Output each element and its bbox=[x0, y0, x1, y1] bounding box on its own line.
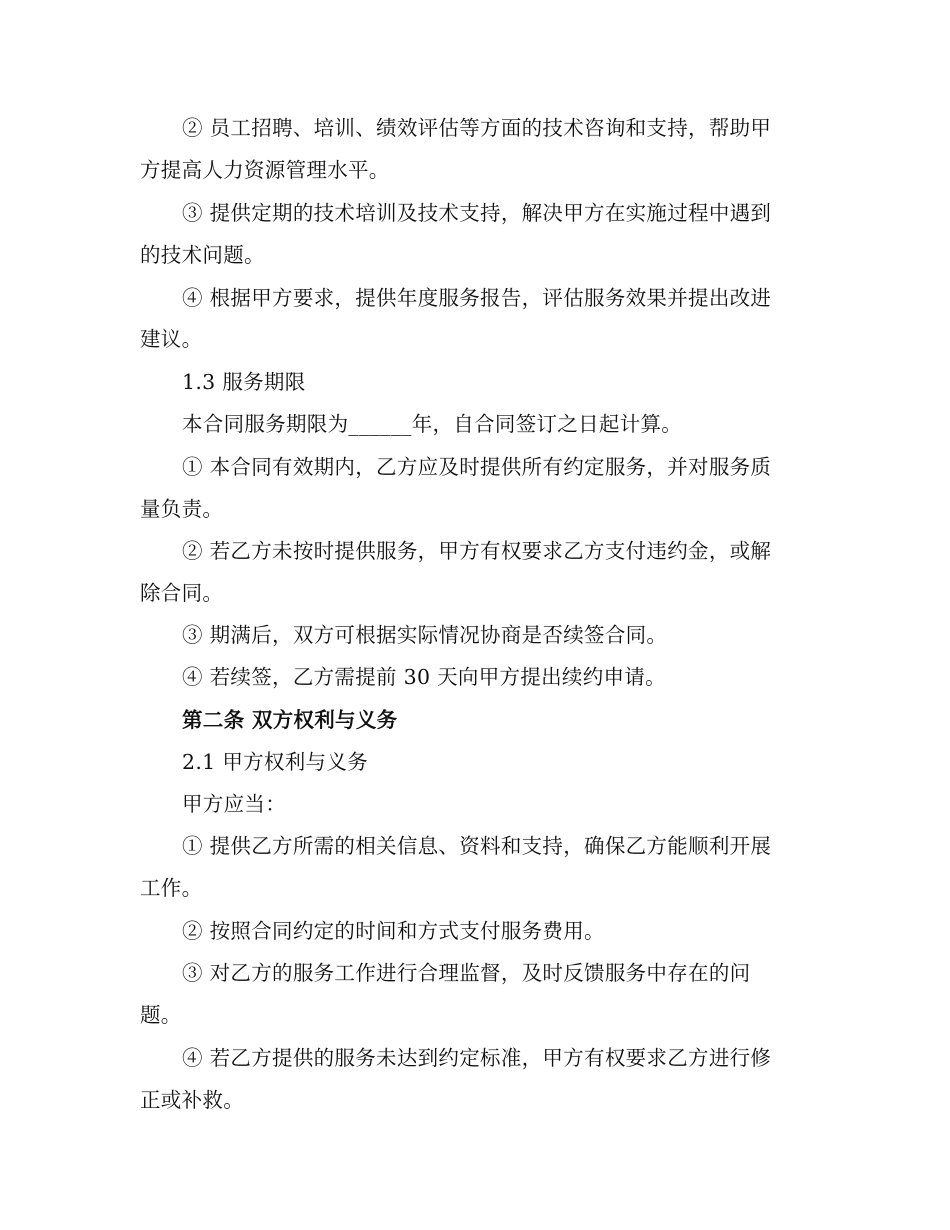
paragraph-line: 方提高人力资源管理水平。 bbox=[140, 158, 390, 182]
paragraph-line: 本合同服务期限为______年，自合同签订之日起计算。 bbox=[182, 412, 683, 436]
paragraph-line: ② 按照合同约定的时间和方式支付服务费用。 bbox=[182, 919, 605, 943]
paragraph-line: 建议。 bbox=[140, 327, 203, 351]
paragraph-line: ④ 若续签，乙方需提前 30 天向甲方提出续约申请。 bbox=[182, 665, 666, 689]
paragraph-line: ① 提供乙方所需的相关信息、资料和支持，确保乙方能顺利开展 bbox=[182, 834, 772, 858]
paragraph-line: ④ 若乙方提供的服务未达到约定标准，甲方有权要求乙方进行修 bbox=[182, 1046, 772, 1070]
paragraph-line: 除合同。 bbox=[140, 581, 224, 605]
paragraph-line: ③ 期满后，双方可根据实际情况协商是否续签合同。 bbox=[182, 623, 668, 647]
paragraph-line: ③ 对乙方的服务工作进行合理监督，及时反馈服务中存在的问 bbox=[182, 961, 751, 985]
article-heading: 第二条 双方权利与义务 bbox=[182, 708, 398, 732]
paragraph-line: ② 员工招聘、培训、绩效评估等方面的技术咨询和支持，帮助甲 bbox=[182, 116, 772, 140]
paragraph-line: ① 本合同有效期内，乙方应及时提供所有约定服务，并对服务质 bbox=[182, 455, 772, 479]
paragraph-line: ③ 提供定期的技术培训及技术支持，解决甲方在实施过程中遇到 bbox=[182, 201, 772, 225]
paragraph-line: ④ 根据甲方要求，提供年度服务报告，评估服务效果并提出改进 bbox=[182, 286, 772, 310]
paragraph-line: 甲方应当： bbox=[182, 792, 286, 816]
paragraph-line: 题。 bbox=[140, 1003, 182, 1027]
section-subheading: 2.1 甲方权利与义务 bbox=[182, 750, 368, 774]
paragraph-line: ② 若乙方未按时提供服务，甲方有权要求乙方支付违约金，或解 bbox=[182, 539, 772, 563]
paragraph-line: 正或补救。 bbox=[140, 1088, 244, 1112]
paragraph-line: 的技术问题。 bbox=[140, 243, 265, 267]
paragraph-line: 工作。 bbox=[140, 876, 203, 900]
paragraph-line: 量负责。 bbox=[140, 497, 224, 521]
section-subheading: 1.3 服务期限 bbox=[182, 370, 306, 394]
